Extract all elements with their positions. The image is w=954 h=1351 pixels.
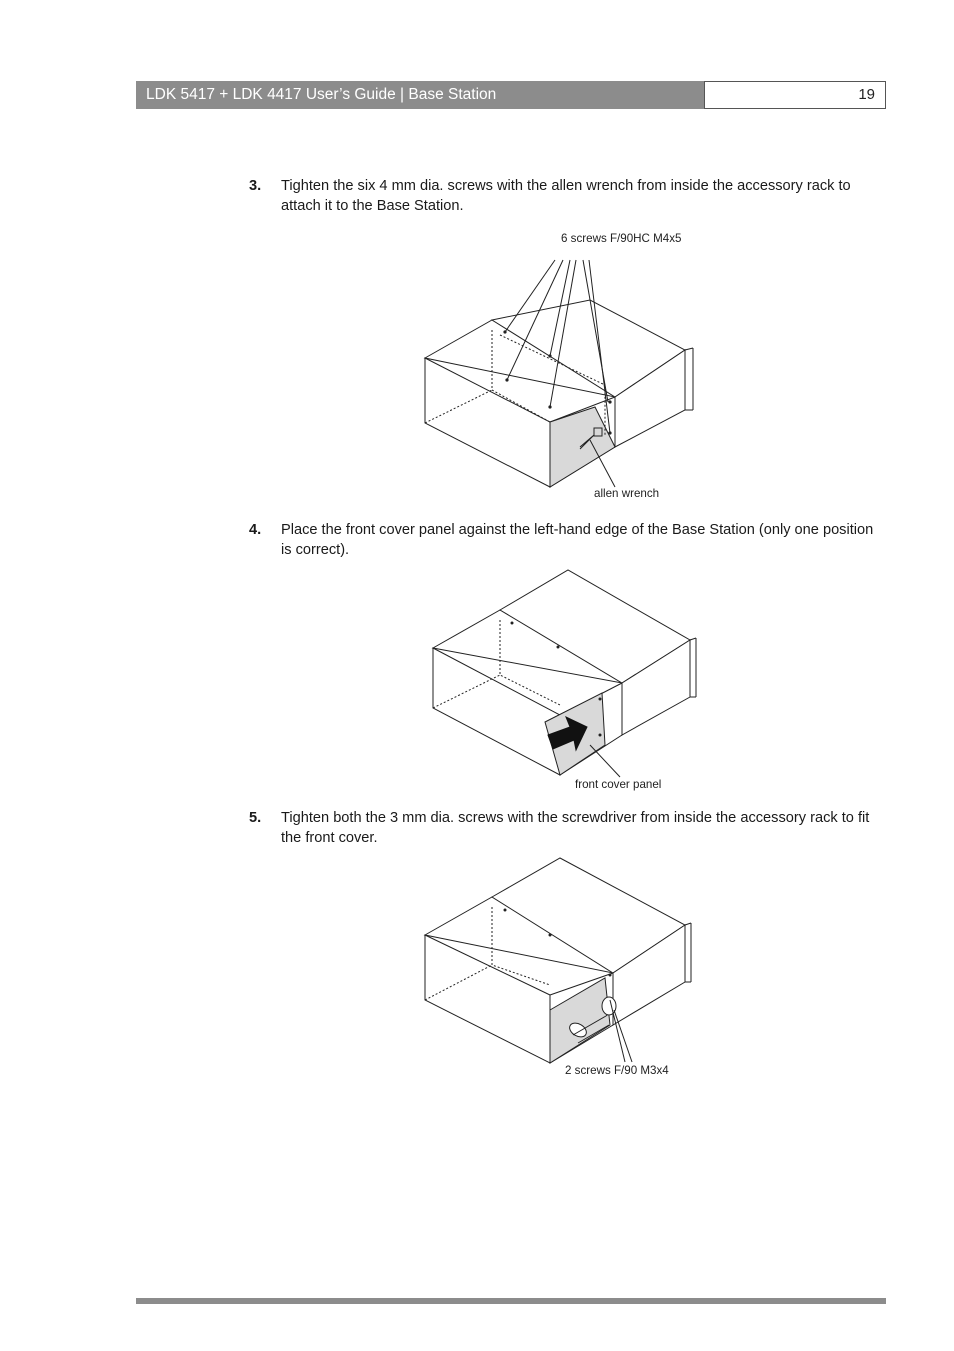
step-number: 5. xyxy=(249,810,262,826)
page-number: 19 xyxy=(704,81,886,109)
label-front-cover-panel: front cover panel xyxy=(575,778,662,791)
figure-screwdriver xyxy=(410,850,710,1085)
figure-front-cover-panel xyxy=(420,565,720,800)
running-header-title: LDK 5417 + LDK 4417 User’s Guide | Base Station xyxy=(136,81,704,109)
footer-rule xyxy=(136,1298,886,1304)
label-screws-m3x4: 2 screws F/90 M3x4 xyxy=(565,1064,669,1077)
figure-allen-wrench xyxy=(400,225,720,510)
step-number: 4. xyxy=(249,522,262,538)
label-allen-wrench: allen wrench xyxy=(594,487,660,500)
step-text: Tighten both the 3 mm dia. screws with the screwdriver from inside the accessory rack to fit the front cover. xyxy=(281,810,870,846)
step-text: Place the front cover panel against the left-hand edge of the Base Station (only one position is correct). xyxy=(281,522,874,558)
step-number: 3. xyxy=(249,178,262,194)
label-screws-m4x5: 6 screws F/90HC M4x5 xyxy=(561,232,682,245)
step-text: Tighten the six 4 mm dia. screws with the allen wrench from inside the accessory rack to attach it to the Base Station. xyxy=(281,178,851,214)
